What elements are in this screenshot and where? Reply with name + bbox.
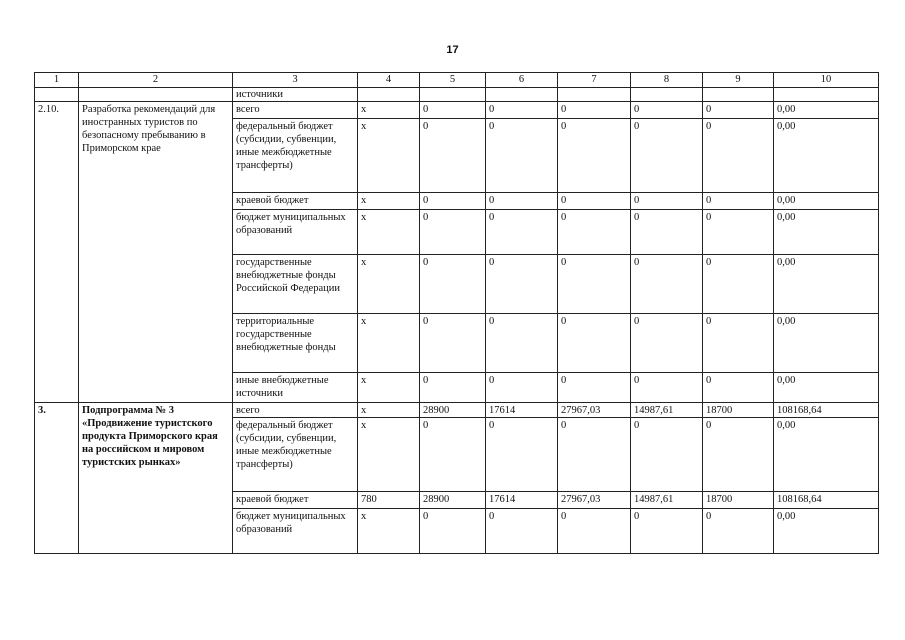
value-cell-c4: х — [358, 403, 420, 418]
value-cell-c10: 108168,64 — [774, 403, 879, 418]
funding-source-cell: бюджет муниципальных образований — [233, 509, 358, 554]
header-cell: 5 — [420, 73, 486, 88]
value-cell-c6: 0 — [486, 314, 558, 373]
value-cell-c7: 0 — [558, 210, 631, 255]
value-cell-c8: 0 — [631, 418, 703, 492]
value-cell-c9: 0 — [703, 193, 774, 210]
value-cell-c4: х — [358, 255, 420, 314]
value-cell-c9: 0 — [703, 418, 774, 492]
value-cell-c5: 0 — [420, 314, 486, 373]
value-cell-c5: 0 — [420, 418, 486, 492]
value-cell-c5: 0 — [420, 102, 486, 119]
value-cell-c9: 0 — [703, 509, 774, 554]
value-cell-c9: 0 — [703, 373, 774, 403]
header-cell: 1 — [35, 73, 79, 88]
funding-source-cell: территориальные государственные внебюджетные фонды — [233, 314, 358, 373]
value-cell-c5: 0 — [420, 255, 486, 314]
value-cell-c7: 0 — [558, 418, 631, 492]
value-cell-c7: 27967,03 — [558, 492, 631, 509]
funding-source-cell: федеральный бюджет (субсидии, субвенции, иные межбюджетные трансферты) — [233, 418, 358, 492]
value-cell-c9: 0 — [703, 102, 774, 119]
header-cell: 10 — [774, 73, 879, 88]
value-cell-c6: 0 — [486, 255, 558, 314]
table-row — [35, 102, 879, 119]
value-cell-c4: х — [358, 210, 420, 255]
header-cell: 3 — [233, 73, 358, 88]
page-number: 17 — [446, 44, 459, 56]
funding-source-cell: бюджет муниципальных образований — [233, 210, 358, 255]
value-cell-c7: 0 — [558, 119, 631, 193]
table-row — [35, 403, 879, 418]
value-cell-c10: 0,00 — [774, 509, 879, 554]
empty-cell — [703, 88, 774, 102]
value-cell-c6: 0 — [486, 119, 558, 193]
value-cell-c10: 0,00 — [774, 119, 879, 193]
value-cell-c4: х — [358, 102, 420, 119]
value-cell-c4: х — [358, 509, 420, 554]
value-cell-c8: 0 — [631, 373, 703, 403]
funding-source-cell: федеральный бюджет (субсидии, субвенции, иные межбюджетные трансферты) — [233, 119, 358, 193]
value-cell-c6: 0 — [486, 210, 558, 255]
value-cell-c9: 0 — [703, 314, 774, 373]
value-cell-c6: 0 — [486, 102, 558, 119]
budget-table — [34, 72, 879, 554]
header-cell: 6 — [486, 73, 558, 88]
value-cell-c6: 0 — [486, 418, 558, 492]
value-cell-c5: 0 — [420, 373, 486, 403]
value-cell-c6: 0 — [486, 373, 558, 403]
header-cell: 2 — [79, 73, 233, 88]
value-cell-c5: 0 — [420, 119, 486, 193]
value-cell-c7: 0 — [558, 255, 631, 314]
empty-cell — [631, 88, 703, 102]
empty-cell — [35, 88, 79, 102]
header-cell: 4 — [358, 73, 420, 88]
value-cell-c5: 0 — [420, 210, 486, 255]
value-cell-c5: 28900 — [420, 403, 486, 418]
funding-source-cell: государственные внебюджетные фонды Российской Федерации — [233, 255, 358, 314]
value-cell-c8: 14987,61 — [631, 492, 703, 509]
value-cell-c10: 0,00 — [774, 210, 879, 255]
value-cell-c4: 780 — [358, 492, 420, 509]
funding-source-cell: всего — [233, 403, 358, 418]
value-cell-c9: 0 — [703, 255, 774, 314]
item-number-cell: 3. — [35, 403, 79, 554]
value-cell-c8: 0 — [631, 210, 703, 255]
value-cell-c6: 0 — [486, 509, 558, 554]
continued-row — [35, 88, 879, 102]
value-cell-c7: 0 — [558, 193, 631, 210]
value-cell-c7: 0 — [558, 509, 631, 554]
empty-cell — [774, 88, 879, 102]
value-cell-c9: 0 — [703, 210, 774, 255]
value-cell-c4: х — [358, 119, 420, 193]
empty-cell — [558, 88, 631, 102]
value-cell-c8: 0 — [631, 193, 703, 210]
value-cell-c5: 0 — [420, 509, 486, 554]
value-cell-c7: 0 — [558, 314, 631, 373]
header-cell: 9 — [703, 73, 774, 88]
value-cell-c8: 0 — [631, 509, 703, 554]
value-cell-c10: 0,00 — [774, 255, 879, 314]
value-cell-c10: 0,00 — [774, 373, 879, 403]
value-cell-c6: 17614 — [486, 492, 558, 509]
funding-source-cell: всего — [233, 102, 358, 119]
value-cell-c4: х — [358, 314, 420, 373]
header-row — [35, 73, 879, 88]
header-cell: 7 — [558, 73, 631, 88]
value-cell-c9: 18700 — [703, 403, 774, 418]
value-cell-c10: 0,00 — [774, 418, 879, 492]
value-cell-c4: х — [358, 193, 420, 210]
value-cell-c4: х — [358, 373, 420, 403]
value-cell-c9: 18700 — [703, 492, 774, 509]
value-cell-c7: 27967,03 — [558, 403, 631, 418]
item-number-cell: 2.10. — [35, 102, 79, 403]
funding-source-cell: краевой бюджет — [233, 193, 358, 210]
empty-cell — [358, 88, 420, 102]
value-cell-c5: 28900 — [420, 492, 486, 509]
value-cell-c8: 0 — [631, 119, 703, 193]
value-cell-c7: 0 — [558, 373, 631, 403]
value-cell-c8: 0 — [631, 102, 703, 119]
header-cell: 8 — [631, 73, 703, 88]
value-cell-c8: 14987,61 — [631, 403, 703, 418]
value-cell-c10: 0,00 — [774, 102, 879, 119]
value-cell-c8: 0 — [631, 314, 703, 373]
value-cell-c10: 0,00 — [774, 314, 879, 373]
item-title-cell: Подпрограмма № 3 «Продвижение туристского продукта Приморского края на российском и мировом туристских рынках» — [79, 403, 233, 554]
empty-cell — [420, 88, 486, 102]
value-cell-c9: 0 — [703, 119, 774, 193]
value-cell-c4: х — [358, 418, 420, 492]
value-cell-c7: 0 — [558, 102, 631, 119]
empty-cell — [486, 88, 558, 102]
continued-source-cell: источники — [233, 88, 358, 102]
value-cell-c8: 0 — [631, 255, 703, 314]
value-cell-c5: 0 — [420, 193, 486, 210]
empty-cell — [79, 88, 233, 102]
funding-source-cell: иные внебюджетные источники — [233, 373, 358, 403]
value-cell-c6: 17614 — [486, 403, 558, 418]
funding-source-cell: краевой бюджет — [233, 492, 358, 509]
value-cell-c10: 108168,64 — [774, 492, 879, 509]
item-title-cell: Разработка рекомендаций для иностранных туристов по безопасному пребыванию в Приморском крае — [79, 102, 233, 403]
value-cell-c6: 0 — [486, 193, 558, 210]
value-cell-c10: 0,00 — [774, 193, 879, 210]
